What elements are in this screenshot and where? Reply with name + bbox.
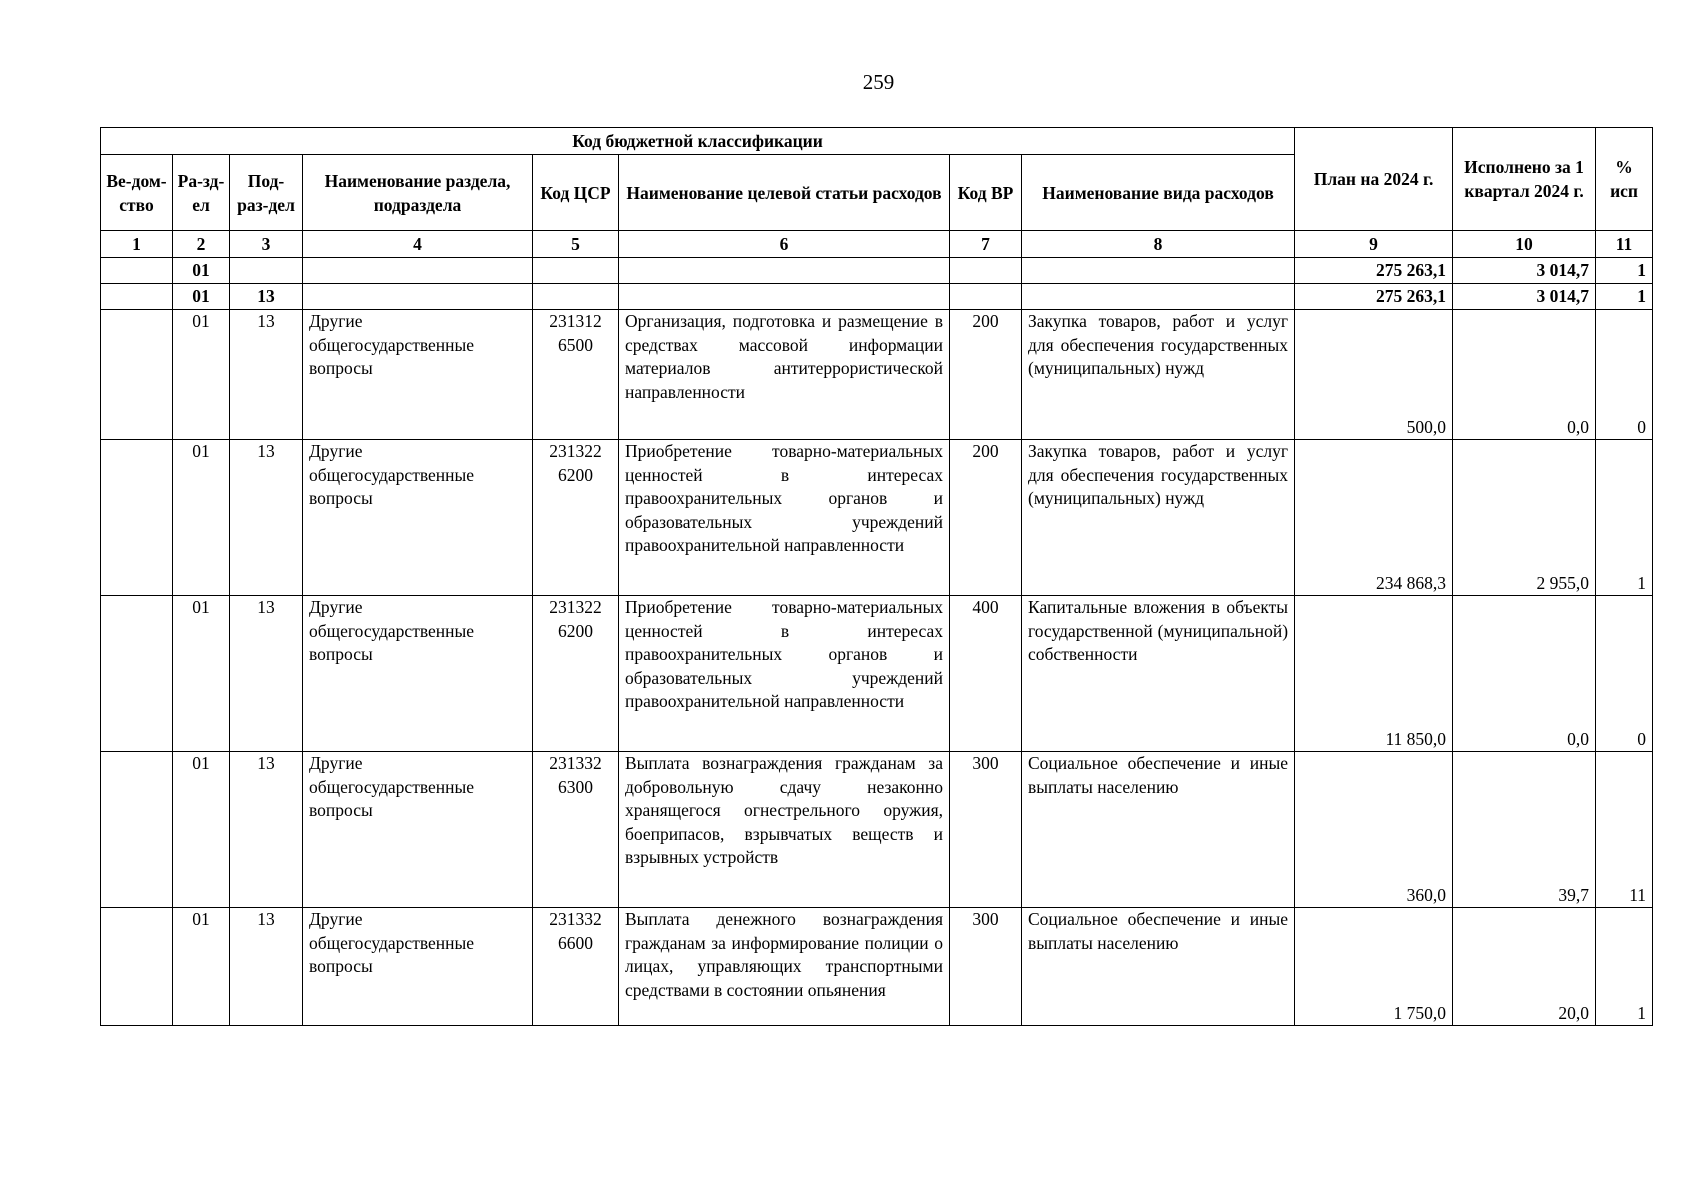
vedomstvo-cell	[101, 284, 173, 310]
podrazdel-cell: 13	[230, 908, 303, 1026]
csr-cell: 231322 6200	[533, 596, 619, 752]
executed-cell: 3 014,7	[1453, 258, 1596, 284]
vr-cell: 200	[950, 440, 1022, 596]
page-number: 259	[862, 70, 895, 94]
percent-cell: 0	[1596, 596, 1653, 752]
razdel-name-cell: Другие общегосударственные вопросы	[303, 310, 533, 440]
target-cell: Приобретение товарно-материальных ценностей в интересах правоохранительных органов и образовательных учреждений правоохранительной направленности	[619, 596, 950, 752]
header-vr-code: Код ВР	[950, 155, 1022, 231]
table-row	[101, 752, 1653, 908]
expense-type-cell: Социальное обеспечение и иные выплаты населению	[1022, 908, 1295, 1026]
razdel-cell: 01	[173, 310, 230, 440]
vr-cell: 200	[950, 310, 1022, 440]
empty-cell	[533, 284, 619, 310]
summary-row-razdel	[101, 258, 1653, 284]
column-number: 11	[1596, 231, 1653, 258]
column-number: 8	[1022, 231, 1295, 258]
header-row-top	[101, 128, 1653, 155]
plan-cell: 360,0	[1295, 752, 1453, 908]
column-number: 3	[230, 231, 303, 258]
podrazdel-cell: 13	[230, 310, 303, 440]
executed-cell: 0,0	[1453, 596, 1596, 752]
column-number: 2	[173, 231, 230, 258]
vedomstvo-cell	[101, 310, 173, 440]
podrazdel-cell	[230, 258, 303, 284]
razdel-cell: 01	[173, 440, 230, 596]
razdel-cell: 01	[173, 596, 230, 752]
vr-cell: 300	[950, 752, 1022, 908]
executed-cell: 39,7	[1453, 752, 1596, 908]
percent-cell: 1	[1596, 258, 1653, 284]
percent-cell: 11	[1596, 752, 1653, 908]
executed-cell: 0,0	[1453, 310, 1596, 440]
header-csr-code: Код ЦСР	[533, 155, 619, 231]
column-number: 1	[101, 231, 173, 258]
table-row	[101, 596, 1653, 752]
table-row	[101, 908, 1653, 1026]
header-podrazdel: Под-раз-дел	[230, 155, 303, 231]
plan-cell: 275 263,1	[1295, 258, 1453, 284]
column-numbers-row	[101, 231, 1653, 258]
vr-cell: 400	[950, 596, 1022, 752]
vedomstvo-cell	[101, 908, 173, 1026]
empty-cell	[950, 258, 1022, 284]
empty-cell	[303, 284, 533, 310]
percent-cell: 0	[1596, 310, 1653, 440]
razdel-cell: 01	[173, 752, 230, 908]
empty-cell	[533, 258, 619, 284]
csr-cell: 231322 6200	[533, 440, 619, 596]
empty-cell	[1022, 258, 1295, 284]
column-number: 9	[1295, 231, 1453, 258]
empty-cell	[303, 258, 533, 284]
empty-cell	[950, 284, 1022, 310]
header-vedomstvo: Ве-дом-ство	[101, 155, 173, 231]
plan-cell: 275 263,1	[1295, 284, 1453, 310]
header-razdel: Ра-зд-ел	[173, 155, 230, 231]
header-razdel-name: Наименование раздела, подраздела	[303, 155, 533, 231]
executed-cell: 2 955,0	[1453, 440, 1596, 596]
plan-cell: 234 868,3	[1295, 440, 1453, 596]
razdel-cell: 01	[173, 284, 230, 310]
expense-type-cell: Капитальные вложения в объекты государственной (муниципальной) собственности	[1022, 596, 1295, 752]
plan-cell: 11 850,0	[1295, 596, 1453, 752]
plan-cell: 500,0	[1295, 310, 1453, 440]
target-cell: Приобретение товарно-материальных ценностей в интересах правоохранительных органов и образовательных учреждений правоохранительной направленности	[619, 440, 950, 596]
razdel-name-cell: Другие общегосударственные вопросы	[303, 908, 533, 1026]
expense-type-cell: Закупка товаров, работ и услуг для обеспечения государственных (муниципальных) нужд	[1022, 440, 1295, 596]
podrazdel-cell: 13	[230, 440, 303, 596]
target-cell: Выплата вознаграждения гражданам за добровольную сдачу незаконно хранящегося огнестрельного оружия, боеприпасов, взрывчатых веществ и взрывных устройств	[619, 752, 950, 908]
razdel-cell: 01	[173, 908, 230, 1026]
podrazdel-cell: 13	[230, 752, 303, 908]
plan-cell: 1 750,0	[1295, 908, 1453, 1026]
summary-row-podrazdel	[101, 284, 1653, 310]
executed-cell: 3 014,7	[1453, 284, 1596, 310]
empty-cell	[1022, 284, 1295, 310]
table-row	[101, 310, 1653, 440]
percent-cell: 1	[1596, 440, 1653, 596]
header-executed: Исполнено за 1 квартал 2024 г.	[1453, 128, 1596, 231]
razdel-cell: 01	[173, 258, 230, 284]
table-row	[101, 440, 1653, 596]
header-expense-type: Наименование вида расходов	[1022, 155, 1295, 231]
podrazdel-cell: 13	[230, 284, 303, 310]
header-plan: План на 2024 г.	[1295, 128, 1453, 231]
vedomstvo-cell	[101, 440, 173, 596]
podrazdel-cell: 13	[230, 596, 303, 752]
razdel-name-cell: Другие общегосударственные вопросы	[303, 752, 533, 908]
csr-cell: 231312 6500	[533, 310, 619, 440]
percent-cell: 1	[1596, 284, 1653, 310]
vr-cell: 300	[950, 908, 1022, 1026]
csr-cell: 231332 6600	[533, 908, 619, 1026]
target-cell: Организация, подготовка и размещение в средствах массовой информации материалов антитеррористической направленности	[619, 310, 950, 440]
column-number: 5	[533, 231, 619, 258]
header-target-name: Наименование целевой статьи расходов	[619, 155, 950, 231]
header-budget-code: Код бюджетной классификации	[101, 128, 1295, 155]
header-percent: % исп	[1596, 128, 1653, 231]
csr-cell: 231332 6300	[533, 752, 619, 908]
column-number: 6	[619, 231, 950, 258]
budget-table	[100, 127, 1653, 1026]
column-number: 4	[303, 231, 533, 258]
column-number: 10	[1453, 231, 1596, 258]
razdel-name-cell: Другие общегосударственные вопросы	[303, 596, 533, 752]
expense-type-cell: Закупка товаров, работ и услуг для обеспечения государственных (муниципальных) нужд	[1022, 310, 1295, 440]
vedomstvo-cell	[101, 596, 173, 752]
razdel-name-cell: Другие общегосударственные вопросы	[303, 440, 533, 596]
empty-cell	[619, 284, 950, 310]
expense-type-cell: Социальное обеспечение и иные выплаты населению	[1022, 752, 1295, 908]
empty-cell	[619, 258, 950, 284]
vedomstvo-cell	[101, 258, 173, 284]
target-cell: Выплата денежного вознаграждения гражданам за информирование полиции о лицах, управляющих транспортными средствами в состоянии опьянения	[619, 908, 950, 1026]
percent-cell: 1	[1596, 908, 1653, 1026]
column-number: 7	[950, 231, 1022, 258]
executed-cell: 20,0	[1453, 908, 1596, 1026]
vedomstvo-cell	[101, 752, 173, 908]
